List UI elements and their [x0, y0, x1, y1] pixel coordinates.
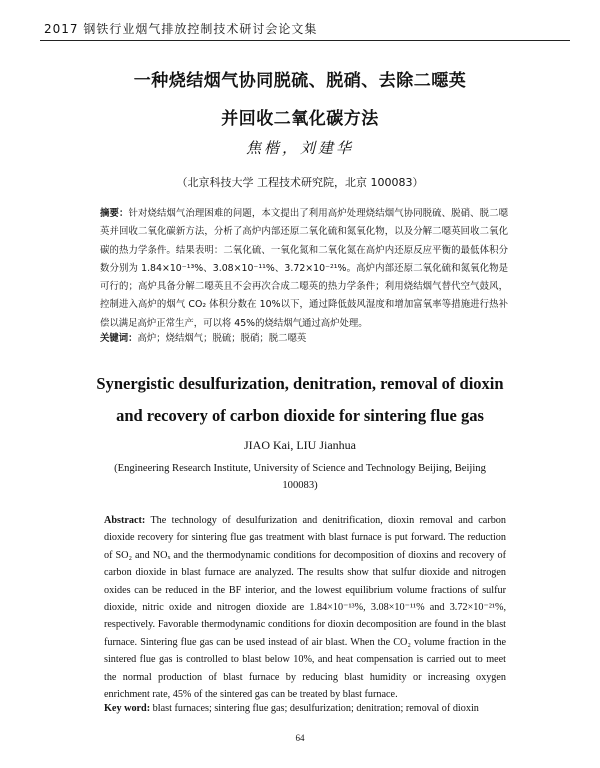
en-keywords-label: Key word: [104, 703, 151, 714]
zh-title-line2: 并回收二氧化碳方法 [221, 109, 379, 129]
zh-abstract [100, 205, 508, 333]
en-affiliation-line1: (Engineering Research Institute, University of Science and Technology Beijing, Beijing [114, 463, 486, 474]
zh-authors: 焦楷，刘建华 [245, 139, 354, 157]
en-abstract-label: Abstract: [104, 515, 146, 526]
zh-keywords-label: 关键词： [100, 333, 138, 344]
en-authors: JIAO Kai, LIU Jianhua [244, 438, 356, 452]
zh-affiliation: （北京科技大学 工程技术研究院，北京 100083） [176, 176, 424, 189]
en-keywords [104, 700, 506, 717]
en-abstract-text: The technology of desulfurization and denitrification, dioxin removal and carbon dioxide recovery for sintering flue gas treatment with blast furnace is put forward. The reduction of SO₂ and NOₓ and the thermodynamic conditions for decomposition of dioxins and recovery of carbon dioxide in blast furnace are analyzed. The results show that sulfur dioxide and nitrogen oxides can be reduced in the BF interior, and the lowest equilibrium volume fractions of sulfur dioxide, nitric oxide and nitrogen dioxide are 1.84×10⁻¹³%, 3.08×10⁻¹¹% and 3.72×10⁻²¹%, respectively. Favorable thermodynamic conditions for dioxin decomposition are found in the blast furnace. Sintering flue gas can be used instead of air blast. When the CO₂ volume fraction in the sintered flue gas is controlled to blast below 10%, and heat compensation is carried out to meet the normal production of blast furnace by reducing blast humidity or increasing oxygen enrichment rate, 45% of the sintered gas can be treated by blast furnace. [104, 515, 506, 701]
en-title-line1: Synergistic desulfurization, denitration, removal of dioxin [96, 374, 504, 393]
zh-keywords [100, 330, 508, 348]
en-affiliation-line2: 100083) [282, 480, 318, 491]
zh-abstract-text: 针对烧结烟气治理困难的问题，本文提出了利用高炉处理烧结烟气协同脱硫、脱硝、脱二噁英并回收二氧化碳新方法，分析了高炉内部还原二氧化硫和氮氧化物，以及分解二噁英回收二氧化碳的热力学条件。结果表明：二氧化硫、一氧化氮和二氧化氮在高炉内还原反应平衡的最低体积分数分别为 1.84×10⁻¹³%、3.08×10⁻¹¹%、3.72×10⁻²¹%。高炉内部还原二氧化硫和氮氧化物是可行的；高炉具备分解二噁英且不会再次合成二噁英的热力学条件；利用烧结烟气替代空气鼓风，控制进入高炉的烟气 CO₂ 体积分数在 10%以下，通过降低鼓风湿度和增加富氧率等措施进行热补偿以满足高炉正常生产，可以将 45%的烧结烟气通过高炉处理。 [100, 208, 508, 329]
running-header [40, 14, 570, 41]
running-header-text: 2017 钢铁行业烟气排放控制技术研讨会论文集 [44, 22, 318, 36]
en-abstract [104, 512, 506, 703]
en-title-line2: and recovery of carbon dioxide for sintering flue gas [116, 406, 484, 425]
zh-abstract-label: 摘要： [100, 208, 129, 219]
zh-title-line1: 一种烧结烟气协同脱硫、脱硝、去除二噁英 [133, 71, 467, 91]
en-keywords-text: blast furnaces; sintering flue gas; desulfurization; denitration; removal of dioxin [150, 703, 479, 714]
page-number: 64 [295, 733, 305, 743]
zh-keywords-text: 高炉；烧结烟气；脱硫；脱硝；脱二噁英 [137, 333, 307, 344]
